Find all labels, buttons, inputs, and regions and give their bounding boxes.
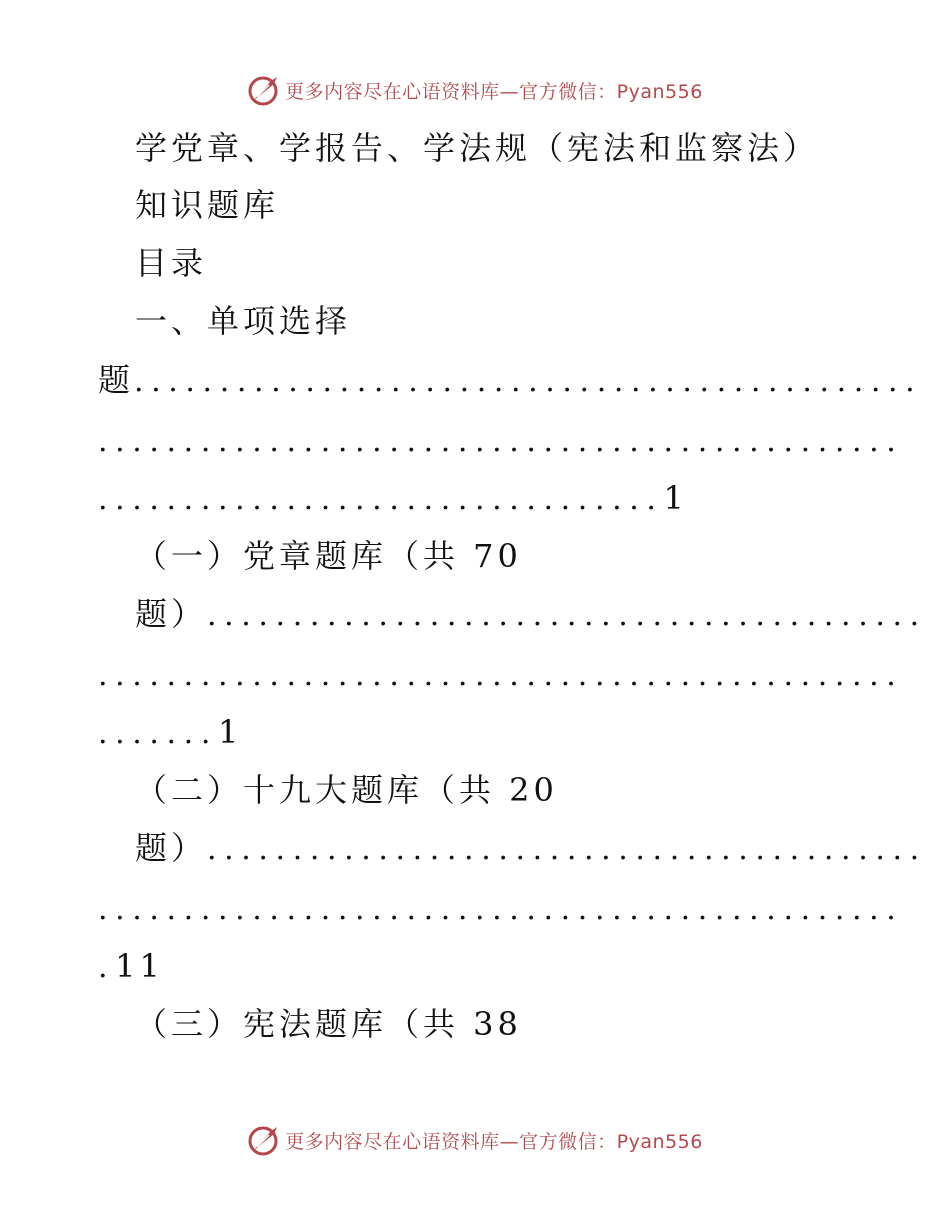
toc-leader-dots: ...............................................: [98, 424, 904, 459]
toc-entry-label[interactable]: （三）宪法题库（共 38: [135, 1005, 522, 1043]
doc-title-line2: 知识题库: [135, 186, 280, 224]
quill-pen-icon: [247, 1123, 281, 1157]
footer-watermark: [0, 1120, 950, 1160]
toc-page-number: 1: [663, 479, 688, 517]
toc-leader-dots: ..........................................: [207, 598, 927, 633]
toc-leader-line: [0, 946, 950, 988]
toc-entry-label-cont[interactable]: 题）..........................................: [135, 829, 927, 867]
quill-pen-icon: [247, 73, 281, 107]
toc-entry-label[interactable]: （二）十九大题库（共 20: [135, 771, 558, 809]
toc-page-number: 1: [217, 713, 243, 751]
toc-leader-line: [0, 420, 950, 462]
toc-leader-line: [0, 888, 950, 930]
toc-leader-line: [0, 478, 950, 520]
toc-leader-line: [0, 712, 950, 754]
toc-entry-label-cont[interactable]: 题）..........................................: [135, 595, 927, 633]
doc-title-line1: 学党章、学报告、学法规（宪法和监察法）: [135, 129, 820, 167]
toc-leader-dots: .................................: [98, 482, 664, 517]
toc-leader-dots: ...............................................: [98, 658, 904, 693]
toc-entry-label[interactable]: 一、单项选择: [135, 302, 352, 340]
watermark-text: 更多内容尽在心语资料库—官方微信：Pyan556: [285, 80, 703, 103]
toc-entry-label[interactable]: （一）党章题库（共 70: [135, 537, 522, 575]
toc-leader-dots: ...............................................: [98, 892, 904, 927]
toc-leader-dots: ..........................................: [207, 832, 927, 867]
toc-page-number: 11: [115, 947, 164, 985]
toc-entry-label-cont[interactable]: 题..............................................: [98, 361, 923, 399]
header-watermark: [0, 70, 950, 110]
toc-leader-dots: ..............................................: [134, 364, 923, 399]
toc-leader-line: [0, 654, 950, 696]
toc-leader-dots: .: [98, 950, 116, 985]
watermark-text: 更多内容尽在心语资料库—官方微信：Pyan556: [285, 1130, 703, 1153]
toc-leader-dots: .......: [98, 716, 218, 751]
toc-heading: 目录: [135, 244, 208, 282]
